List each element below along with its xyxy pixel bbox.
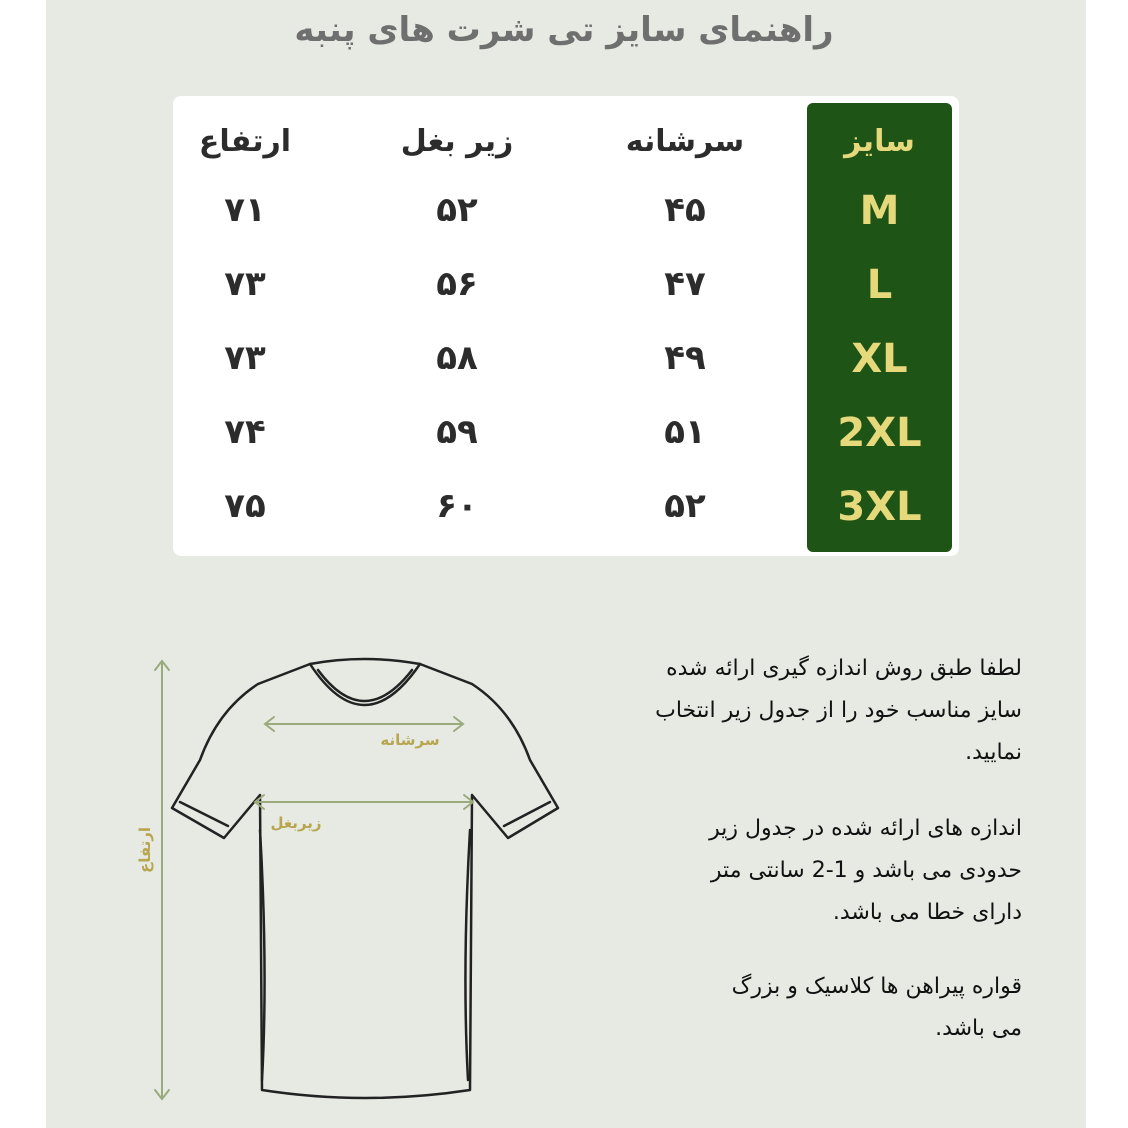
height-cell: ۷۳: [224, 338, 266, 378]
armpit-cell: ۵۸: [436, 338, 478, 378]
size-cell: XL: [851, 336, 908, 382]
note-paragraph: [582, 808, 1022, 934]
header-armpit: زیر بغل: [400, 124, 514, 159]
shoulder-cell: ۴۵: [664, 190, 706, 230]
note-line: می باشد.: [935, 1016, 1022, 1041]
armpit-cell: ۵۶: [436, 264, 478, 304]
size-cell: M: [859, 188, 900, 234]
height-label: ارتفاع: [136, 826, 154, 874]
shoulder-cell: ۴۷: [664, 264, 706, 304]
shoulder-cell: ۵۱: [664, 412, 706, 452]
armpit-arrow: [255, 795, 473, 809]
armpit-cell: ۶۰: [436, 486, 478, 526]
size-cell: 2XL: [837, 410, 922, 456]
note-line: لطفا طبق روش اندازه گیری ارائه شده: [666, 656, 1022, 681]
header-height: ارتفاع: [198, 124, 292, 159]
header-shoulder: سرشانه: [625, 124, 745, 159]
header-size: سایز: [844, 124, 915, 159]
size-cell: 3XL: [837, 484, 922, 530]
note-line: قواره پیراهن ها کلاسیک و بزرگ: [731, 974, 1022, 999]
note-paragraph: [582, 648, 1022, 774]
height-cell: ۷۴: [224, 412, 266, 452]
shoulder-cell: ۴۹: [664, 338, 706, 378]
page-title: راهنمای سایز تی شرت های پنبه: [294, 10, 834, 50]
shoulder-label: سرشانه: [380, 731, 440, 749]
note-paragraph: [582, 966, 1022, 1050]
shoulder-arrow: [265, 717, 463, 731]
armpit-cell: ۵۹: [436, 412, 478, 452]
height-cell: ۷۵: [224, 486, 266, 526]
note-line: اندازه های ارائه شده در جدول زیر: [709, 816, 1022, 841]
armpit-label: زیربغل: [270, 814, 322, 832]
height-arrow: [155, 661, 169, 1099]
size-cell: L: [866, 262, 893, 308]
note-line: حدودی می باشد و 1-2 سانتی متر: [710, 858, 1022, 883]
height-cell: ۷۱: [224, 190, 266, 230]
note-line: نمایید.: [965, 740, 1022, 765]
note-line: دارای خطا می باشد.: [832, 900, 1022, 925]
height-cell: ۷۳: [224, 264, 266, 304]
tshirt-diagram: [120, 650, 580, 1110]
armpit-cell: ۵۲: [436, 190, 478, 230]
note-line: سایز مناسب خود را از جدول زیر انتخاب: [655, 698, 1022, 723]
shoulder-cell: ۵۲: [664, 486, 706, 526]
